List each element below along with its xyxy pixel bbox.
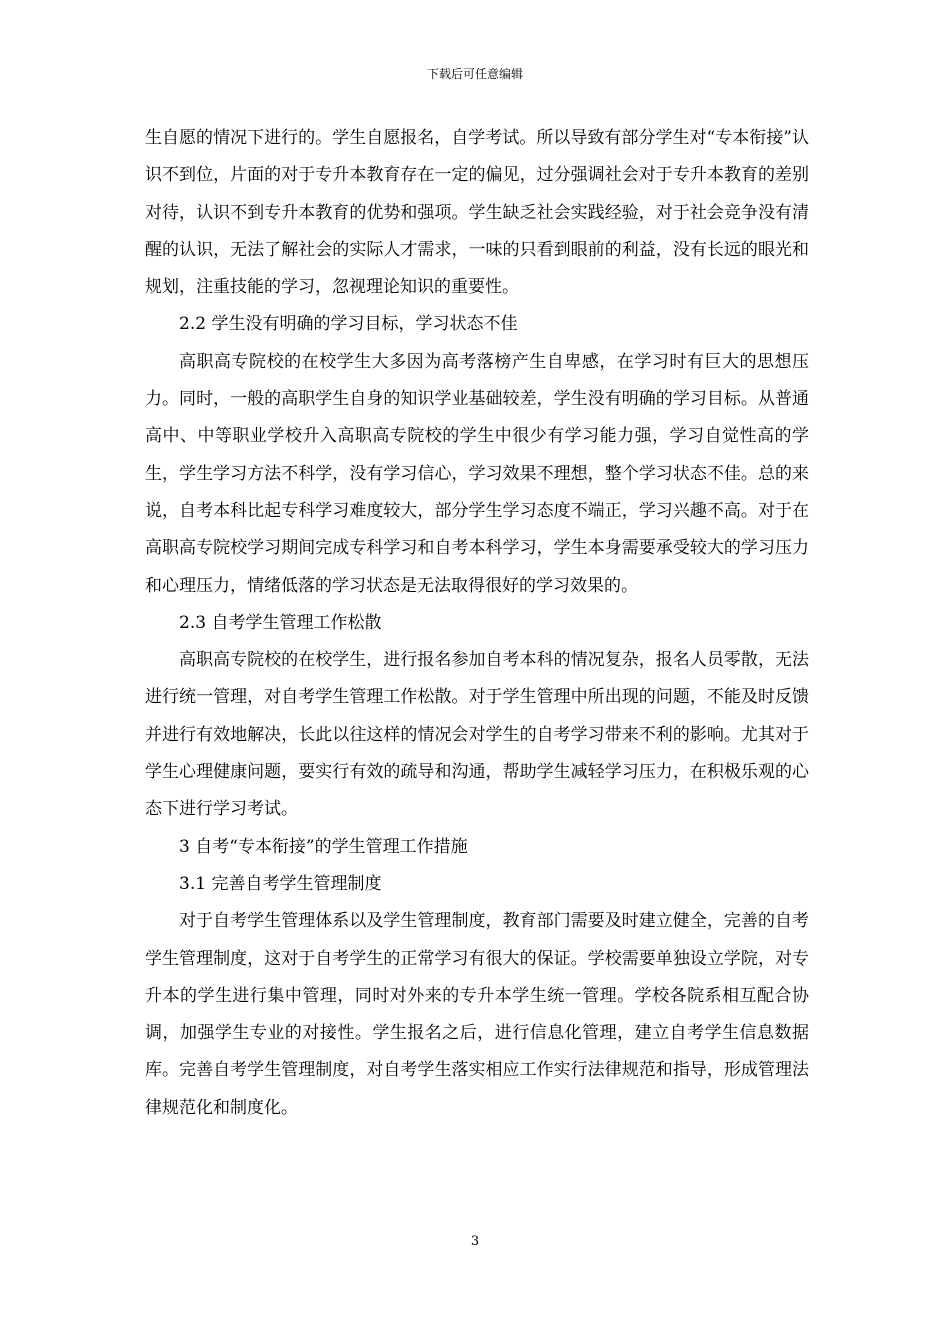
paragraph: 对于自考学生管理体系以及学生管理制度，教育部门需要及时建立健全，完善的自考学生管理制度，这对于自考学生的正常学习有很大的保证。学校需要单独设立学院，对专升本的学生进行集中管理，同时对外来的专升本学生统一管理。学校各院系相互配合协调，加强学生专业的对接性。学生报名之后，进行信息化管理，建立自考学生信息数据库。完善自考学生管理制度，对自考学生落实相应工作实行法律规范和指导，形成管理法律规范化和制度化。 xyxy=(145,911,809,1118)
section-heading-2-3: 2.3 自考学生管理工作松散 xyxy=(179,612,382,633)
section-heading-2-2: 2.2 学生没有明确的学习目标，学习状态不佳 xyxy=(179,314,518,335)
section-heading-3-1: 3.1 完善自考学生管理制度 xyxy=(179,873,382,894)
page-number: 3 xyxy=(470,1234,480,1249)
paragraph: 高职高专院校的在校学生大多因为高考落榜产生自卑感，在学习时有巨大的思想压力。同时，一般的高职学生自身的知识学业基础较差，学生没有明确的学习目标。从普通高中、中等职业学校升入高职高专院校的学生中很少有学习能力强，学习自觉性高的学生，学生学习方法不科学，没有学习信心，学习效果不理想，整个学习状态不佳。总的来说，自考本科比起专科学习难度较大，部分学生学习态度不端正，学习兴趣不高。对于在高职高专院校学习期间完成专科学习和自考本科学习，学生本身需要承受较大的学习压力和心理压力，情绪低落的学习状态是无法取得很好的学习效果的。 xyxy=(145,351,809,596)
paragraph: 高职高专院校的在校学生，进行报名参加自考本科的情况复杂，报名人员零散，无法进行统一管理，对自考学生管理工作松散。对于学生管理中所出现的问题，不能及时反馈并进行有效地解决，长此以往这样的情况会对学生的自考学习带来不利的影响。尤其对于学生心理健康问题，要实行有效的疏导和沟通，帮助学生减轻学习压力，在积极乐观的心态下进行学习考试。 xyxy=(145,650,809,820)
document-body xyxy=(145,120,809,1127)
section-heading-3: 3 自考“专本衔接”的学生管理工作措施 xyxy=(179,836,468,857)
page-header: 下载后可任意编辑 xyxy=(426,67,523,81)
paragraph: 生自愿的情况下进行的。学生自愿报名，自学考试。所以导致有部分学生对“专本衔接”认识不到位，片面的对于专升本教育存在一定的偏见，过分强调社会对于专升本教育的差别对待，认识不到专升本教育的优势和强项。学生缺乏社会实践经验，对于社会竞争没有清醒的认识，无法了解社会的实际人才需求，一味的只看到眼前的利益，没有长远的眼光和规划，注重技能的学习，忽视理论知识的重要性。 xyxy=(145,128,809,298)
